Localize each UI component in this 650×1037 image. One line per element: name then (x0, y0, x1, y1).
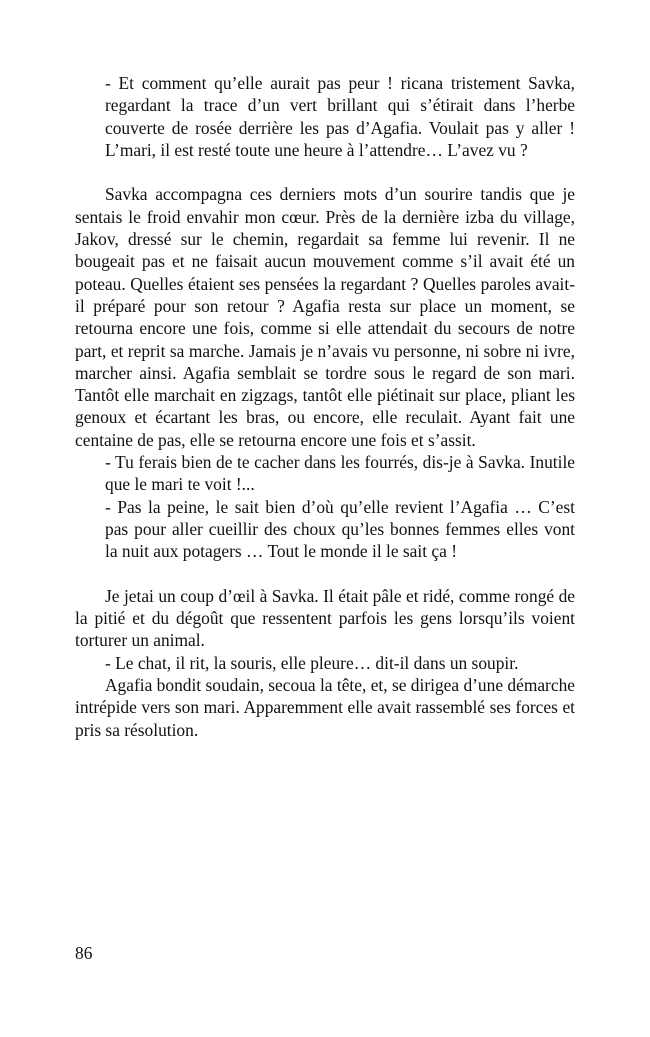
dialog-narrator: - Tu ferais bien de te cacher dans les fourrés, dis-je à Savka. Inutile que le mari te voit !... (105, 452, 575, 495)
dialog-savka-1: - Et comment qu’elle aurait pas peur ! ricana tristement Savka, regardant la trace d’un vert brillant qui s’étirait dans l’herbe couverte de rosée derrière les pas d’Agafia. Voulait pas y aller ! L’mari, il est resté toute une heure à l’attendre… L’avez vu ? (105, 73, 575, 160)
dialog-chat-souris: - Le chat, il rit, la souris, elle pleure… dit-il dans un soupir. (105, 652, 519, 673)
paragraph-gap (75, 563, 575, 585)
paragraph-agafia: Agafia bondit soudain, secoua la tête, et, se dirigea d’une démarche intrépide vers son mari. Apparemment elle avait rassemblé ses forces et pris sa résolution. (75, 675, 575, 740)
page-text (75, 72, 575, 741)
paragraph-jakov: Savka accompagna ces derniers mots d’un sourire tandis que je sentais le froid envahir mon cœur. Près de la dernière izba du village, Jakov, dressé sur le chemin, regardait sa femme lui revenir. Il ne bougeait pas et ne faisait aucun mouvement comme s’il avait été un poteau. Quelles étaient ses pensées la regardant ? Quelles paroles avait-il préparé pour son retour ? Agafia resta sur place un moment, se retourna encore une fois, comme si elle attendait du secours de notre part, et reprit sa marche. Jamais je n’avais vu personne, ni sobre ni ivre, marcher ainsi. Agafia semblait se tordre sous le regard de son mari. Tantôt elle marchait en zigzags, tantôt elle piétinait sur place, pliant les genoux et écartant les bras, ou encore, elle reculait. Ayant fait une centaine de pas, elle se retourna encore une fois et s’assit. (75, 184, 575, 450)
page-number: 86 (75, 943, 93, 963)
paragraph-coup-doeil: Je jetai un coup d’œil à Savka. Il était pâle et ridé, comme rongé de la pitié et du dégoût que ressentent parfois les gens lorsqu’ils voient torturer un animal. (75, 585, 575, 651)
paragraph-gap (75, 161, 575, 183)
dialog-savka-2: - Pas la peine, le sait bien d’où qu’elle revient l’Agafia … C’est pas pour aller cueillir des choux qu’les bonnes femmes elles vont la nuit aux potagers … Tout le monde il le sait ça ! (105, 496, 575, 562)
